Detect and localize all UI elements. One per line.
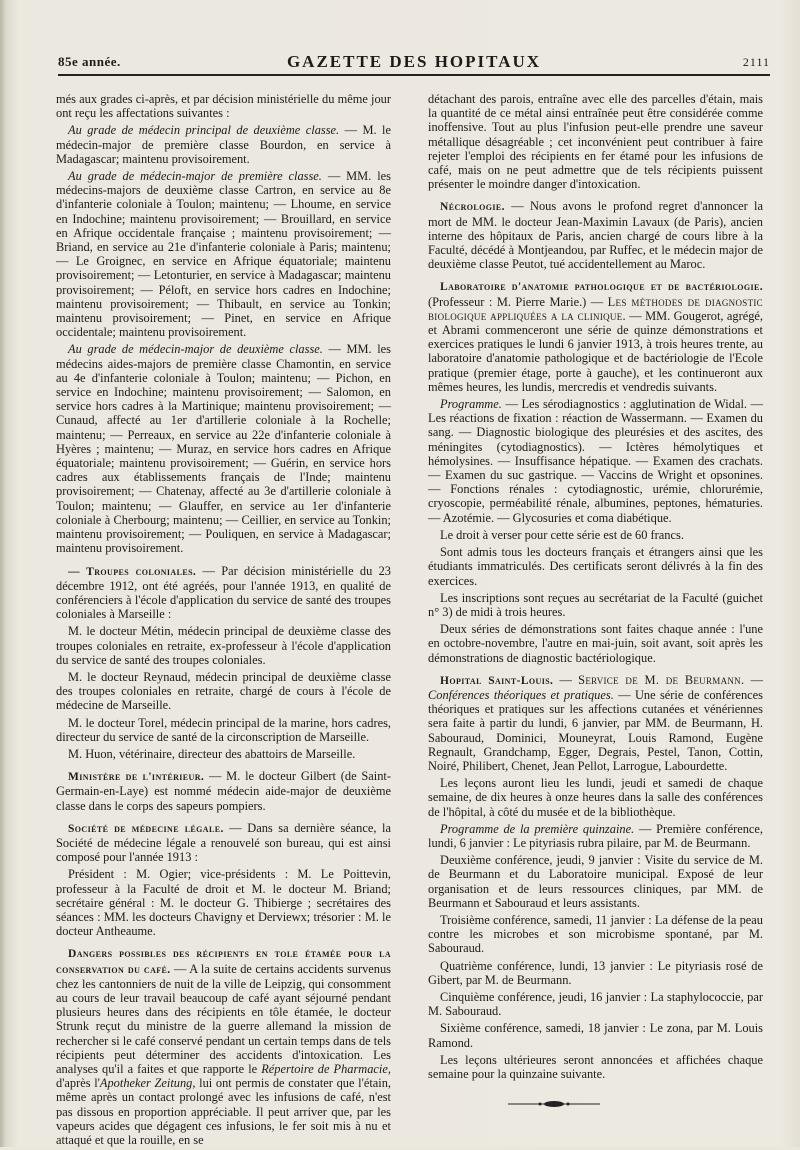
paragraph: Troisième conférence, samedi, 11 janvier : La défense de la peau contre les microbes et son microbisme spontané, par M. Sabouraud. xyxy=(428,912,763,956)
paragraph: Sixième conférence, samedi, 18 janvier : Le zona, par M. Louis Ramond. xyxy=(428,1021,763,1050)
page-header xyxy=(58,52,770,76)
journal-title: GAZETTE DES HOPITAUX xyxy=(286,52,542,71)
section-heading: Société de médecine légale. xyxy=(68,822,224,835)
grade-heading: Au grade de médecin principal de deuxième classe. xyxy=(68,123,340,138)
paragraph: Au grade de médecin principal de deuxième classe. — M. le médecin-major de première classe Bourdon, en service à Madagascar; maintenu provisoirement. xyxy=(56,123,391,166)
news-item-laboratoire: Laboratoire d'anatomie pathologique et de bactériologie. (Professeur : M. Pierre Marie.) — Les méthodes de diagnostic biologique appliquées a la clinique. — MM. Gougerot, agrégé, et Abrami commenceront une série de quinze démonstrations et exercices pratiques le lundi 6 janvier 1913, à trois heures trente, au laboratoire d'anatomie pathologique et de bactériologie de l'Ecole pratique (premier étage, porte à gauche), et les continueront aux mêmes heures, les lundis, mercredis et vendredis suivants. xyxy=(428,281,763,394)
section-heading: Ministère de l'intérieur. xyxy=(68,771,205,784)
news-item-troupes: — Troupes coloniales. — Par décision ministérielle du 23 décembre 1912, ont été agréés, pour l'année 1913, en qualité de conférenciers à l'école d'application du service de santé des troupes coloniales à Marseille : xyxy=(56,563,391,622)
news-item-medecine-legale: Société de médecine légale. — Dans sa dernière séance, la Société de médecine légale a renouvelé son bureau, qui est ainsi composé pour l'année 1913 : xyxy=(56,820,391,865)
paragraph: Les inscriptions sont reçues au secrétariat de la Faculté (guichet n° 3) de midi à trois heures. xyxy=(428,590,763,619)
section-heading: Dangers possibles des récipients en tole étamée pour la conservation du café. xyxy=(56,948,391,976)
end-ornament xyxy=(506,1100,602,1108)
section-heading: — Troupes coloniales. xyxy=(68,565,197,578)
paragraph: Cinquième conférence, jeudi, 16 janvier : La staphylococcie, par M. Sabouraud. xyxy=(428,989,763,1019)
paragraph: Deuxième conférence, jeudi, 9 janvier : Visite du service de M. de Beurmann et du Laboratoire municipal. Exposé de leur organisation et de leurs ressources cliniques, par MM. de Beurmann et Sabouraud et leurs assistants. xyxy=(428,853,763,910)
paragraph: M. le docteur Métin, médecin principal de deuxième classe des troupes coloniales en retraite, ex-professeur à l'école d'application du service de santé des troupes coloniales. xyxy=(56,624,391,667)
section-heading: Nécrologie. xyxy=(440,201,505,214)
paragraph: Sont admis tous les docteurs français et étrangers ainsi que les étudiants immatriculés. Des certificats seront délivrés à la fin des exercices. xyxy=(428,545,763,588)
paragraph: détachant des parois, entraîne avec elle des parcelles d'étain, mais la quantité de ce métal ainsi entraînée peut être considérée comme inoffensive. Tout au plus l'infusion peut-elle prendre une saveur métallique désagréable ; cet inconvénient peut contribuer à faire rejeter l'emploi des récipients en fer étamé pour les infusions de café, mais on ne peut admettre que de tels récipients puissent présenter le moindre danger d'intoxication. xyxy=(428,92,763,192)
program-heading: Programme. xyxy=(440,397,502,412)
section-heading: Hopital Saint-Louis. xyxy=(440,674,554,687)
paragraph: Quatrième conférence, lundi, 13 janvier : Le pityriasis rosé de Gibert, par M. de Beurmann. xyxy=(428,958,763,987)
news-item-interieur: Ministère de l'intérieur. — M. le docteur Gilbert (de Saint-Germain-en-Laye) est nommé médecin aide-major de deuxième classe dans le corps des sapeurs pompiers. xyxy=(56,769,391,813)
paragraph: M. le docteur Torel, médecin principal de la marine, hors cadres, directeur du service de santé de la circonscription de Marseille. xyxy=(56,715,391,744)
paragraph: Les leçons auront lieu les lundi, jeudi et samedi de chaque semaine, de dix heures à onze heures dans la salle des conférences de l'hôpital, à côté du musée et de la bibliothèque. xyxy=(428,776,763,819)
grade-heading: Au grade de médecin-major de deuxième classe. xyxy=(68,342,323,357)
paragraph: Programme de la première quinzaine. — Première conférence, lundi, 6 janvier : Le pityriasis rubra pilaire, par M. de Beurmann. xyxy=(428,821,764,850)
paragraph: Le droit à verser pour cette série est de 60 francs. xyxy=(440,527,684,542)
news-item-saint-louis: Hopital Saint-Louis. — Service de M. de Beurmann. — Conférences théoriques et pratiques. — Une série de conférences théoriques et pratiques sur les affections cutanées et vénériennes sera faite à partir du lundi, 6 janvier, par MM. de Beurmann, H. Sabouraud, Dominici, Mouneyrat, Louis Ramond, Eugène Regnault, Grandchamp, Egger, Degrais, Pestel, Tanon, Cottin, Noiré, Philibert, Chenet, Jean Pellot, Larrogue, Labourdette. xyxy=(428,672,763,773)
paragraph: Les leçons ultérieures seront annoncées et affichées chaque semaine pour la quinzaine suivante. xyxy=(428,1052,763,1081)
paragraph: Programme. — Les sérodiagnostics : agglutination de Widal. — Les réactions de fixation : réaction de Wassermann. — Examen du sang. — Diagnostic biologique des pleurésies et des ascites, des méningites (cytodiagnostics). — Ictères hémolytiques et hémolysines. — Insuffisance hépatique. — Examen des crachats. — Examen du suc gastrique. — Vaccins de Wright et opsonines. — Fonctions rénales : cytodiagnostic, urémie, chlorurémie, cryoscopie, perméabilité rénale, albumines, peptones, hématuries. — Azotémie. — Glycosuries et coma diabétique. xyxy=(428,397,763,525)
news-item-necrologie: Nécrologie. — Nous avons le profond regret d'annoncer la mort de MM. le docteur Jean-Maximin Lavaux (de Paris), ancien interne des hôpitaux de Paris, ancien chargé de cours libre à la Faculté, décédé à Montjeandou, par Ruffec, et le médecin major de deuxième classe Peutot, tué accidentellement au Maroc. xyxy=(428,199,763,272)
paragraph: Deux séries de démonstrations sont faites chaque année : l'une en octobre-novembre, l'autre en mai-juin, soit avant, soit après les démonstrations de diagnostic bactériologique. xyxy=(428,622,763,665)
paragraph: M. le docteur Reynaud, médecin principal de deuxième classe des troupes coloniales en retraite, chargé de cours à l'école de médecine de Marseille. xyxy=(56,669,391,713)
page-number: 2111 xyxy=(742,55,770,69)
paragraph: M. Huon, vétérinaire, directeur des abattoirs de Marseille. xyxy=(68,746,356,761)
right-column xyxy=(428,92,763,1084)
paragraph: Au grade de médecin-major de deuxième classe. — MM. les médecins aides-majors de première classe Chamontin, en service au 4e d'infanterie coloniale à Toulon; maintenu; — Pichon, en service en Indochine; maintenu provisoirement; — Salomon, en service hors cadres à la Martinique; maintenu provisoirement; — Cunaud, affecté au 1er d'artillerie coloniale à la Rochelle; maintenu; — Perreaux, en service au 22e d'infanterie coloniale à Hyères ; maintenu; — Muraz, en service hors cadres en Afrique équatoriale; maintenu provisoirement; — Guérin, en service hors cadres aux établissements français de l'Inde; maintenu provisoirement; — Chatenay, affecté au 3e d'artillerie coloniale à Toulon; maintenu; — Glauffer, en service au 1er d'infanterie coloniale à Cherbourg; maintenu; — Ceillier, en service au Tonkin; maintenu provisoirement; — Pouliquen, en service à Madagascar; maintenu provisoirement. xyxy=(56,342,391,556)
paragraph: Président : M. Ogier; vice-présidents : M. Le Poittevin, professeur à la Faculté de droit et M. le docteur M. Briand; secrétaire général : M. le docteur G. Thibierge ; secrétaires des séances : MM. les docteurs Chavigny et Derviewx; trésorier : M. le docteur Antheaume. xyxy=(56,867,391,939)
left-column xyxy=(56,92,391,1150)
paragraph: més aux grades ci-après, et par décision ministérielle du même jour ont reçu les affectations suivantes : xyxy=(56,92,391,121)
program-heading: Programme de la première quinzaine. xyxy=(440,821,635,836)
volume-year: 85e année. xyxy=(58,54,121,69)
paragraph: Au grade de médecin-major de première classe. — MM. les médecins-majors de deuxième classe Cartron, en service au 8e d'infanterie coloniale à Toulon; maintenu; — Lhoume, en service en Indochine; maintenu provisoirement; — Brouillard, en service en Afrique occidentale française ; maintenu provisoirement; — Briand, en service au 21e d'infanterie coloniale à Paris; maintenu; — Le Groignec, en service en Afrique équatoriale; maintenu provisoirement; — Letonturier, en service à Madagascar; maintenu provisoirement; — Péloft, en service hors cadres en Indochine; maintenu provisoirement; — Thibault, en service au Tonkin; maintenu provisoirement; — Pinet, en service en Afrique occidentale; maintenu provisoirement. xyxy=(56,169,391,340)
news-item-cafe: Dangers possibles des récipients en tole étamée pour la conservation du café. — A la suite de certains accidents survenus chez les cantonniers de nuit de la ville de Leipzig, qui consomment au cours de leur travail beaucoup de café ayant séjourné pendant plusieurs heures dans des récipients en tôle étamée, le docteur Strunk reçut du ministre de la guerre allemand la mission de rechercher si le café conservé pendant un certain temps dans de tels récipients peut déterminer des accidents d'intoxication. Les analyses qu'il a faites et que rapporte le Répertoire de Pharmacie, d'après l'Apotheker Zeitung, lui ont permis de constater que l'étain, même après un contact prolongé avec les infusions de café, n'est pas dissous en proportion appréciable. Il peut arriver que, par les vapeurs acides que dégagent ces infusions, le fer soit mis à nu et attaqué et que la rouille, en se xyxy=(56,948,392,1148)
grade-heading: Au grade de médecin-major de première classe. xyxy=(68,169,322,184)
section-heading: Laboratoire d'anatomie pathologique et de bactériologie. xyxy=(440,281,763,294)
